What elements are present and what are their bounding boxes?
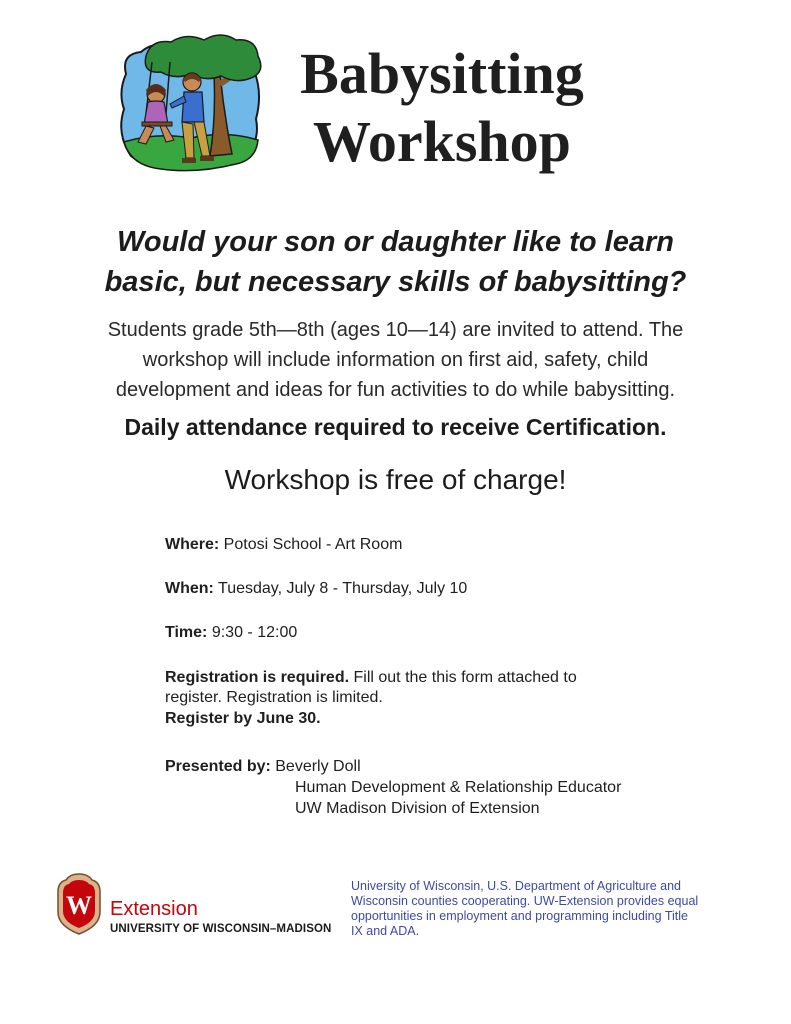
disclaimer-line-2: Wisconsin counties cooperating. UW-Extension provides equal	[351, 894, 699, 908]
svg-text:W: W	[66, 891, 92, 920]
free-of-charge-note: Workshop is free of charge!	[224, 464, 567, 495]
where-row	[165, 535, 402, 555]
intro-paragraph	[0, 315, 791, 405]
time-value: 9:30 - 12:00	[207, 624, 298, 641]
where-value: Potosi School - Art Room	[219, 536, 403, 553]
registration-label: Registration is required.	[165, 669, 350, 686]
presenter-org: UW Madison Division of Extension	[295, 800, 540, 817]
question-line-1: Would your son or daughter like to learn	[117, 226, 674, 258]
logo-university-name: UNIVERSITY OF WISCONSIN–MADISON	[110, 923, 332, 935]
register-by	[165, 709, 321, 729]
intro-line-3: development and ideas for fun activities to do while babysitting.	[115, 379, 676, 401]
presenter-title: Human Development & Relationship Educator	[295, 779, 622, 796]
when-label: When:	[165, 580, 214, 597]
time-label: Time:	[165, 624, 208, 641]
presented-label: Presented by:	[165, 758, 271, 775]
title-line-2: Workshop	[313, 109, 571, 174]
register-by-text: Register by June 30.	[165, 710, 321, 727]
disclaimer-line-4: IX and ADA.	[351, 924, 420, 938]
uw-crest-icon	[56, 872, 102, 936]
headline-question	[0, 222, 791, 302]
presenter-name: Beverly Doll	[270, 758, 361, 775]
registration-text-1: Fill out the this form attached to	[349, 669, 577, 686]
registration-row	[165, 668, 577, 688]
disclaimer-line-3: opportunities in employment and programming including Title	[351, 909, 688, 923]
title-line-1: Babysitting	[300, 41, 584, 106]
where-label: Where:	[165, 536, 220, 553]
uw-extension-logo	[56, 872, 336, 942]
children-swing-illustration	[116, 34, 266, 174]
intro-line-1: Students grade 5th—8th (ages 10—14) are invited to attend. The	[107, 319, 684, 341]
question-line-2: basic, but necessary skills of babysitting?	[104, 266, 687, 298]
attendance-note: Daily attendance required to receive Certification.	[124, 414, 667, 440]
equal-opportunity-disclaimer	[351, 879, 736, 939]
when-value: Tuesday, July 8 - Thursday, July 10	[213, 580, 468, 597]
when-row	[165, 579, 467, 599]
intro-line-2: workshop will include information on first aid, safety, child	[142, 349, 649, 371]
page-title	[262, 40, 622, 176]
time-row	[165, 623, 297, 643]
presented-row	[165, 757, 361, 777]
disclaimer-line-1: University of Wisconsin, U.S. Department of Agriculture and	[351, 879, 681, 893]
registration-text-2: register. Registration is limited.	[165, 689, 383, 706]
logo-extension-word: Extension	[110, 898, 198, 920]
